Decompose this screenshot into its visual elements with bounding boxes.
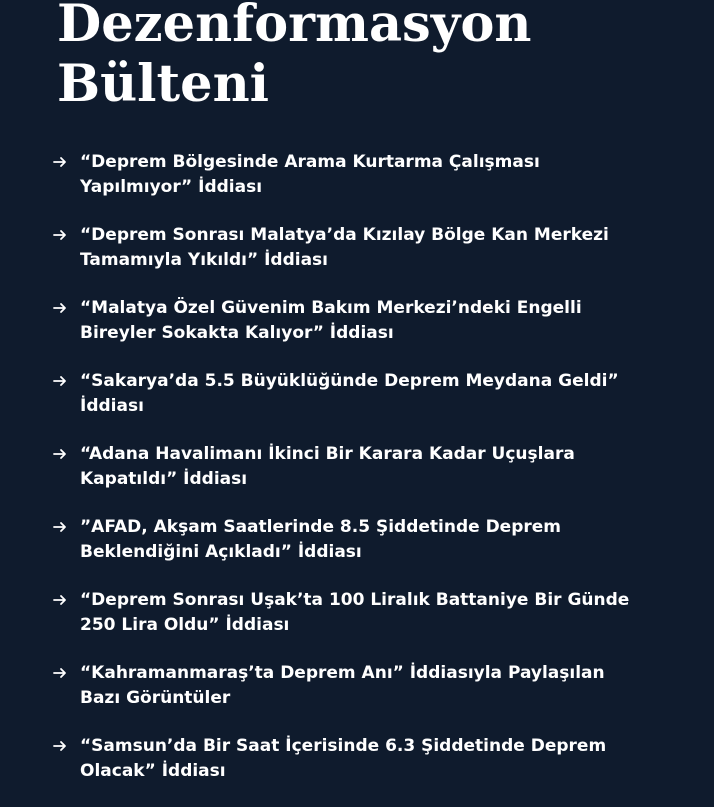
list-item-line1: “Deprem Sonrası Uşak’ta 100 Liralık Battaniye Bir Günde [80, 590, 630, 610]
list-item-7[interactable] [0, 588, 714, 661]
list-item-3[interactable] [0, 296, 714, 369]
list-item-line2: İddiası [80, 396, 144, 416]
list-item-link[interactable] [80, 734, 670, 784]
list-item-line2: Bireyler Sokakta Kalıyor” İddiası [80, 323, 394, 343]
arrow-right-icon [52, 665, 68, 681]
list-item-line1: “Deprem Sonrası Malatya’da Kızılay Bölge Kan Merkezi [80, 225, 609, 245]
list-item-line1: “Sakarya’da 5.5 Büyüklüğünde Deprem Meydana Geldi” [80, 371, 619, 391]
list-item-line2: Bazı Görüntüler [80, 688, 231, 708]
list-item-link[interactable] [80, 442, 670, 492]
arrow-right-icon [52, 373, 68, 389]
list-item-line1: “Deprem Bölgesinde Arama Kurtarma Çalışması [80, 152, 540, 172]
list-item-8[interactable] [0, 661, 714, 734]
list-item-link[interactable] [80, 515, 670, 565]
list-item-link[interactable] [80, 661, 670, 711]
list-item-line2: Yapılmıyor” İddiası [80, 177, 263, 197]
list-item-line1: “Malatya Özel Güvenim Bakım Merkezi’ndeki Engelli [80, 298, 582, 318]
list-item-line2: Beklendiğini Açıkladı” İddiası [80, 542, 362, 562]
list-item-line2: Tamamıyla Yıkıldı” İddiası [80, 250, 328, 270]
list-item-9[interactable] [0, 734, 714, 807]
list-item-link[interactable] [80, 369, 670, 419]
list-item-line1: “Adana Havalimanı İkinci Bir Karara Kadar Uçuşlara [80, 444, 575, 464]
list-item-1[interactable] [0, 150, 714, 223]
arrow-right-icon [52, 446, 68, 462]
list-item-line1: “Kahramanmaraş’ta Deprem Anı” İddiasıyla Paylaşılan [80, 663, 605, 683]
list-item-line2: 250 Lira Oldu” İddiası [80, 615, 290, 635]
list-item-link[interactable] [80, 588, 670, 638]
page-title [57, 0, 657, 114]
arrow-right-icon [52, 519, 68, 535]
list-item-6[interactable] [0, 515, 714, 588]
page-title-line1: Dezenformasyon [57, 0, 532, 54]
list-item-link[interactable] [80, 150, 670, 200]
list-item-link[interactable] [80, 296, 670, 346]
arrow-right-icon [52, 227, 68, 243]
arrow-right-icon [52, 738, 68, 754]
list-item-2[interactable] [0, 223, 714, 296]
list-item-line1: “Samsun’da Bir Saat İçerisinde 6.3 Şiddetinde Deprem [80, 736, 607, 756]
list-item-5[interactable] [0, 442, 714, 515]
claims-list [0, 150, 714, 807]
list-item-4[interactable] [0, 369, 714, 442]
list-item-line2: Kapatıldı” İddiası [80, 469, 248, 489]
arrow-right-icon [52, 592, 68, 608]
list-item-link[interactable] [80, 223, 670, 273]
list-item-line1: ”AFAD, Akşam Saatlerinde 8.5 Şiddetinde Deprem [80, 517, 562, 537]
page-title-line2: Bülteni [57, 54, 270, 114]
arrow-right-icon [52, 300, 68, 316]
list-item-line2: Olacak” İddiası [80, 761, 226, 781]
arrow-right-icon [52, 154, 68, 170]
